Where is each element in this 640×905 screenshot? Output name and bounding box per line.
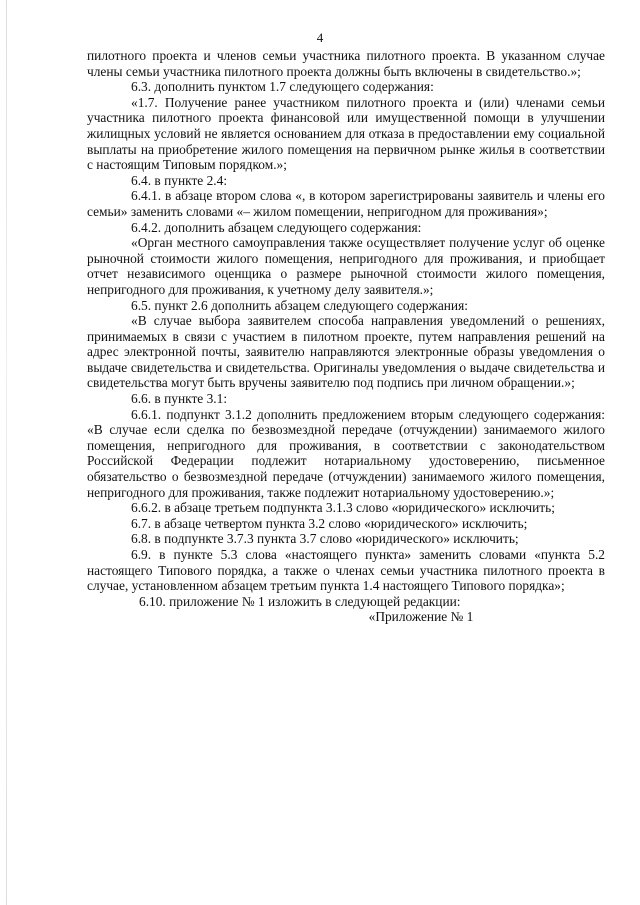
paragraph-6-6-2: 6.6.2. в абзаце третьем подпункта 3.1.3 слово «юридического» исключить;: [131, 500, 555, 516]
paragraph-6-7: 6.7. в абзаце четвертом пункта 3.2 слово «юридического» исключить;: [131, 515, 528, 531]
appendix-title: «Приложение № 1: [368, 609, 474, 625]
paragraph-6-6: 6.6. в пункте 3.1:: [131, 391, 228, 407]
paragraph-6-4: 6.4. в пункте 2.4:: [131, 172, 228, 188]
page-number: 4: [316, 30, 324, 45]
paragraph-6-4-1: 6.4.1. в абзаце втором слова «, в котором зарегистрированы заявитель и члены его семьи» заменить словами «– жилом помещении, непригодном для проживания»;: [87, 188, 605, 219]
paragraph-6-9: 6.9. в пункте 5.3 слова «настоящего пункта» заменить словами «пункта 5.2 настоящего Типового порядка, а также о членах семьи участника пилотного проекта в случае, установленном абзацем третьим пункта 1.4 настоящего Типового порядка»;: [87, 547, 605, 594]
paragraph-6-5: 6.5. пункт 2.6 дополнить абзацем следующего содержания:: [131, 297, 468, 313]
document-body: [87, 48, 605, 625]
paragraph-6-8: 6.8. в подпункте 3.7.3 пункта 3.7 слово «юридического» исключить;: [131, 531, 519, 547]
paragraph-notifications-quote: «В случае выбора заявителем способа направления уведомлений о решениях, принимаемых в связи с участием в пилотном проекте, путем направления решений на адрес электронной почты, заявителю направляются электронные образы уведомления о выдаче свидетельства и свидетельства. Оригиналы уведомления о выдаче свидетельства и свидетельства могут быть вручены заявителю под подпись при личном обращении.»;: [87, 313, 605, 391]
paragraph-organ-quote: «Орган местного самоуправления также осуществляет получение услуг об оценке рыночной стоимости жилого помещения, непригодного для проживания, и приобщает отчет независимого оценщика о размере рыночной стоимости жилого помещения, непригодного для проживания, к учетному делу заявителя.»;: [87, 235, 605, 297]
scan-edge: [6, 0, 7, 905]
paragraph-1-7-quote: «1.7. Получение ранее участником пилотного проекта и (или) членами семьи участника пилотного проекта финансовой или имущественной помощи в улучшении жилищных условий не является основанием для отказа в предоставлении ему социальной выплаты на приобретение жилого помещения на первичном рынке жилья в соответствии с настоящим Типовым порядком.»;: [87, 94, 605, 173]
paragraph-6-10: 6.10. приложение № 1 изложить в следующей редакции:: [139, 593, 461, 609]
paragraph-6-4-2: 6.4.2. дополнить абзацем следующего содержания:: [131, 219, 422, 235]
paragraph-6-3: 6.3. дополнить пунктом 1.7 следующего содержания:: [131, 79, 434, 95]
paragraph-6-6-1: 6.6.1. подпункт 3.1.2 дополнить предложением вторым следующего содержания: «В случае если сделка по безвозмездной передаче (отчуждении) занимаемого жилого помещения, непригодного для проживания, в соответствии с законодательством Российской Федерации подлежит нотариальному удостоверению, письменное обязательство о безвозмездной передаче (отчуждении) занимаемого жилого помещения, непригодного для проживания, также подлежит нотариальному удостоверению.»;: [87, 406, 605, 500]
paragraph-1: пилотного проекта и членов семьи участника пилотного проекта. В указанном случае члены семьи участника пилотного проекта должны быть включены в свидетельство.»;: [87, 48, 605, 79]
